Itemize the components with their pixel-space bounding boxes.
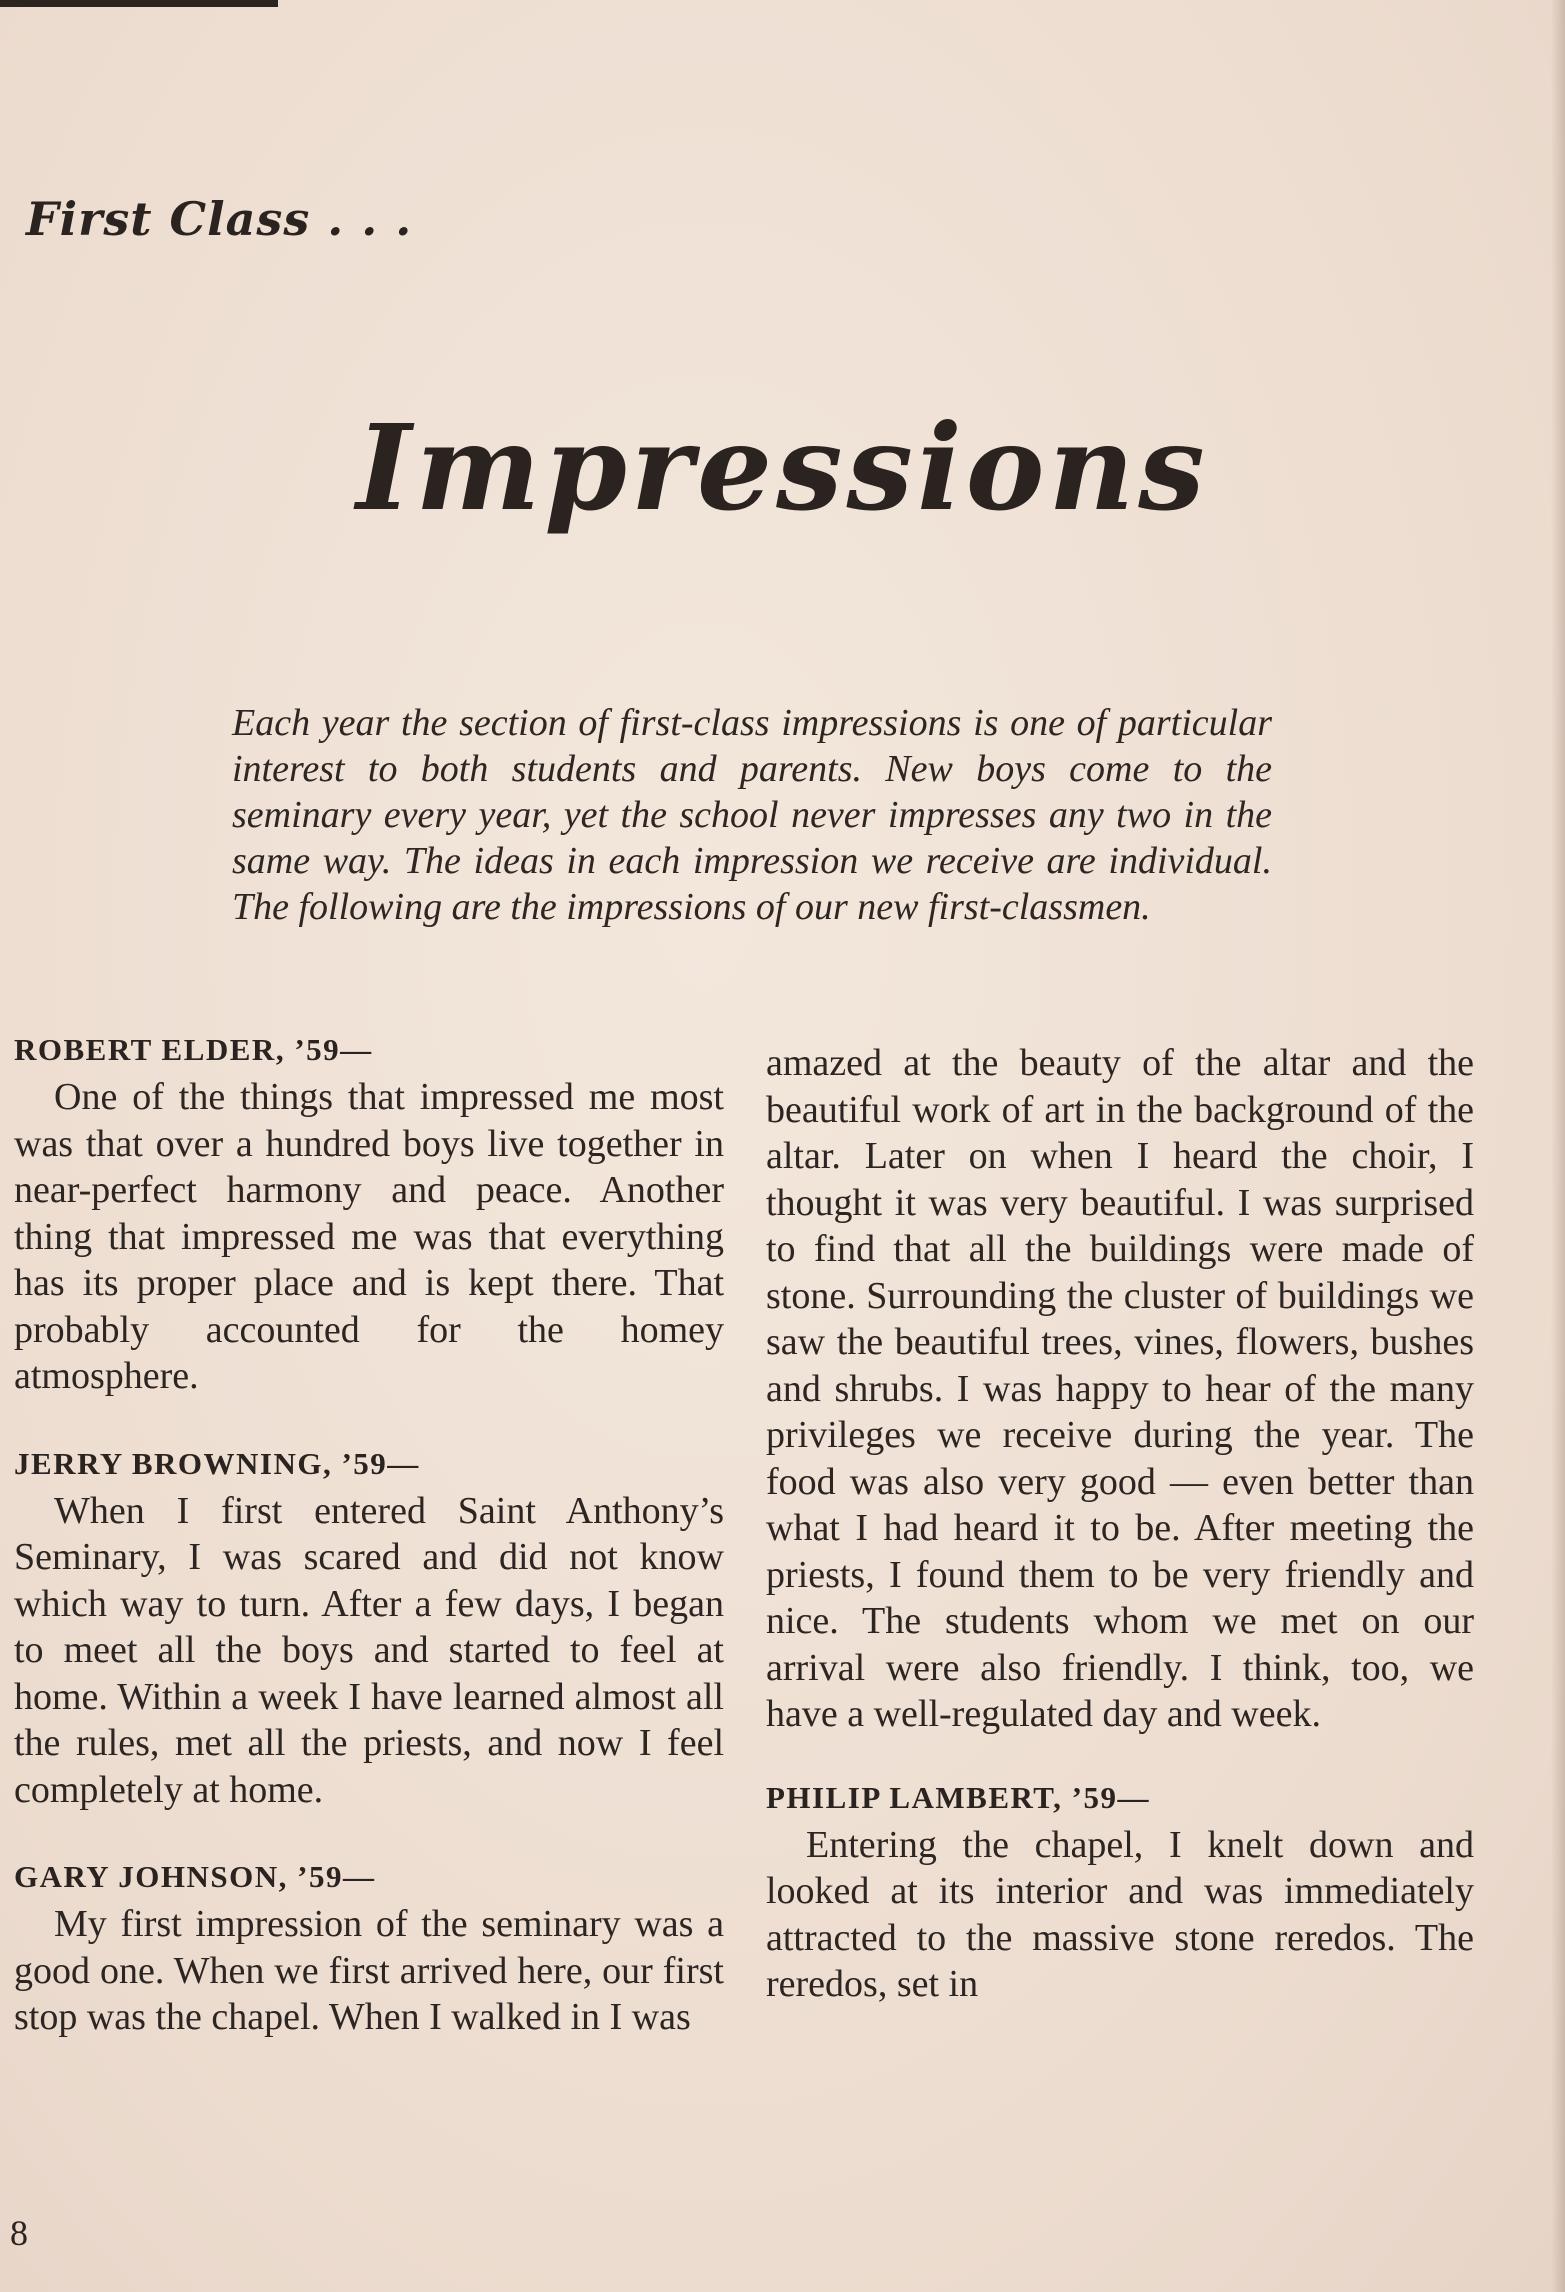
page-number: 8 xyxy=(10,2213,28,2253)
entry-body: My first impression of the seminary was a good one. When we first arrived here, our first stop was the chapel. When I walked in I was xyxy=(14,1903,724,2038)
impression-entry-browning xyxy=(14,1444,724,1814)
entry-heading: JERRY BROWNING, ’59— xyxy=(14,1445,420,1481)
entry-heading: PHILIP LAMBERT, ’59— xyxy=(766,1779,1151,1815)
entry-heading: ROBERT ELDER, ’59— xyxy=(14,1032,373,1067)
intro-paragraph: Each year the section of first-class impressions is one of particular interest to both students and parents. New boys come to the seminary every year, yet the school never impresses any two in the same way. The ideas in each impression we receive are individual. The following are the impressions of our new first-classmen. xyxy=(232,702,1272,928)
impression-entry-lambert xyxy=(766,1778,1474,2008)
johnson-continuation: amazed at the beauty of the altar and the beautiful work of art in the background of the altar. Later on when I heard the choir, I thought it was very beautiful. I was surprised to find that all the buildings were made of stone. Surrounding the cluster of buildings we saw the beautiful trees, vines, flowers, bushes and shrubs. I was happy to hear of the many privileges we receive during the year. The food was also very good — even better than what I had heard it to be. After meeting the priests, I found them to be very friendly and nice. The students whom we met on our arrival were also friendly. I think, too, we have a well-regulated day and week. xyxy=(766,1042,1474,1735)
section-kicker: First Class . . . xyxy=(26,192,413,246)
entry-body: One of the things that impressed me most was that over a hundred boys live together in near-perfect harmony and peace. Another thing that impressed me was that everything has its proper place and is kept there. That probably accounted for the homey atmosphere. xyxy=(14,1076,724,1397)
impression-entry-elder xyxy=(14,1030,724,1400)
top-rule xyxy=(0,0,278,7)
entry-body: Entering the chapel, I knelt down and looked at its interior and was immediately attracted to the massive stone reredos. The reredos, set in xyxy=(766,1823,1474,2005)
impression-entry-johnson xyxy=(14,1857,724,2041)
left-column xyxy=(14,1030,724,2085)
right-column xyxy=(766,1040,1474,2052)
page-title: Impressions xyxy=(356,398,1209,537)
entry-heading: GARY JOHNSON, ’59— xyxy=(14,1859,376,1894)
page-edge-shadow xyxy=(1551,0,1565,2292)
entry-body: When I first entered Saint Anthony’s Seminary, I was scared and did not know which way to turn. After a few days, I began to meet all the boys and started to feel at home. Within a week I have learned almost all the rules, met all the priests, and now I feel completely at home. xyxy=(14,1489,724,1811)
